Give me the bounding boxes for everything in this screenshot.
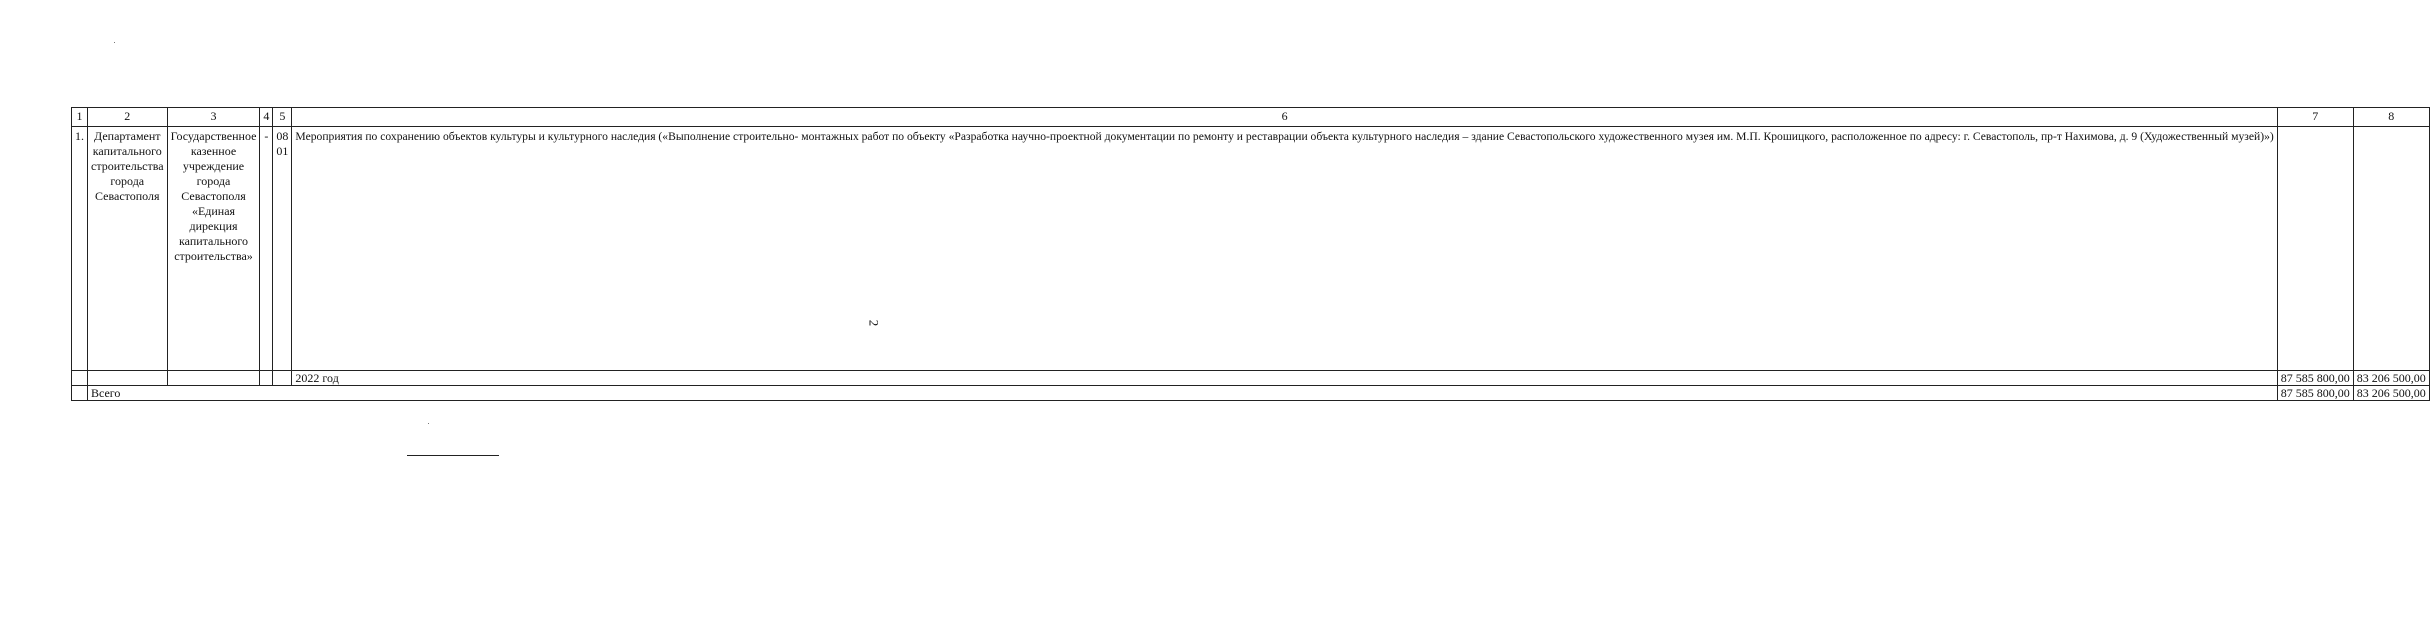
institution-cell: Государственное казенное учреждение города Севастополя «Единая дирекция капитального строительства» [167, 127, 260, 371]
scan-speck [114, 42, 115, 43]
year-amount-8: 83 206 500,00 [2353, 371, 2429, 386]
header-cell-5: 5 [273, 108, 292, 127]
year-row-cell-3 [167, 371, 260, 386]
closing-rule [407, 455, 499, 456]
code-cell: 08 01 [273, 127, 292, 371]
description-cell: Мероприятия по сохранению объектов культуры и культурного наследия («Выполнение строительно- монтажных работ по объекту «Разработка научно-проектной документации по ремонту и реставрации объекта культурного наследия – здание Севастопольского художественного музея им. М.П. Крошицкого, расположенное по адресу: г. Севастополь, пр-т Нахимова, д. 9 (Художественный музей)») [292, 127, 2277, 371]
year-row-cell-4 [260, 371, 273, 386]
year-row-cell-5 [273, 371, 292, 386]
table-row [72, 127, 2430, 371]
total-amount-7: 87 585 800,00 [2277, 386, 2353, 401]
amount-8-cell-empty [2353, 127, 2429, 371]
year-row-cell-2 [88, 371, 168, 386]
total-label: Всего [88, 386, 2278, 401]
table-header-row [72, 108, 2430, 127]
scan-speck [428, 423, 429, 424]
year-amount-7: 87 585 800,00 [2277, 371, 2353, 386]
header-cell-3: 3 [167, 108, 260, 127]
column-4-cell: - [260, 127, 273, 371]
total-amount-8: 83 206 500,00 [2353, 386, 2429, 401]
header-cell-1: 1 [72, 108, 88, 127]
total-row-cell-1 [72, 386, 88, 401]
header-cell-6: 6 [292, 108, 2277, 127]
year-row-cell-1 [72, 371, 88, 386]
header-cell-4: 4 [260, 108, 273, 127]
table-row-year [72, 371, 2430, 386]
amount-7-cell-empty [2277, 127, 2353, 371]
page-number: 2 [866, 319, 882, 327]
budget-table [71, 107, 2430, 401]
department-cell: Департамент капитального строительства города Севастополя [88, 127, 168, 371]
header-cell-8: 8 [2353, 108, 2429, 127]
table-row-total [72, 386, 2430, 401]
header-cell-2: 2 [88, 108, 168, 127]
row-number: 1. [72, 127, 88, 371]
year-cell: 2022 год [292, 371, 2277, 386]
header-cell-7: 7 [2277, 108, 2353, 127]
